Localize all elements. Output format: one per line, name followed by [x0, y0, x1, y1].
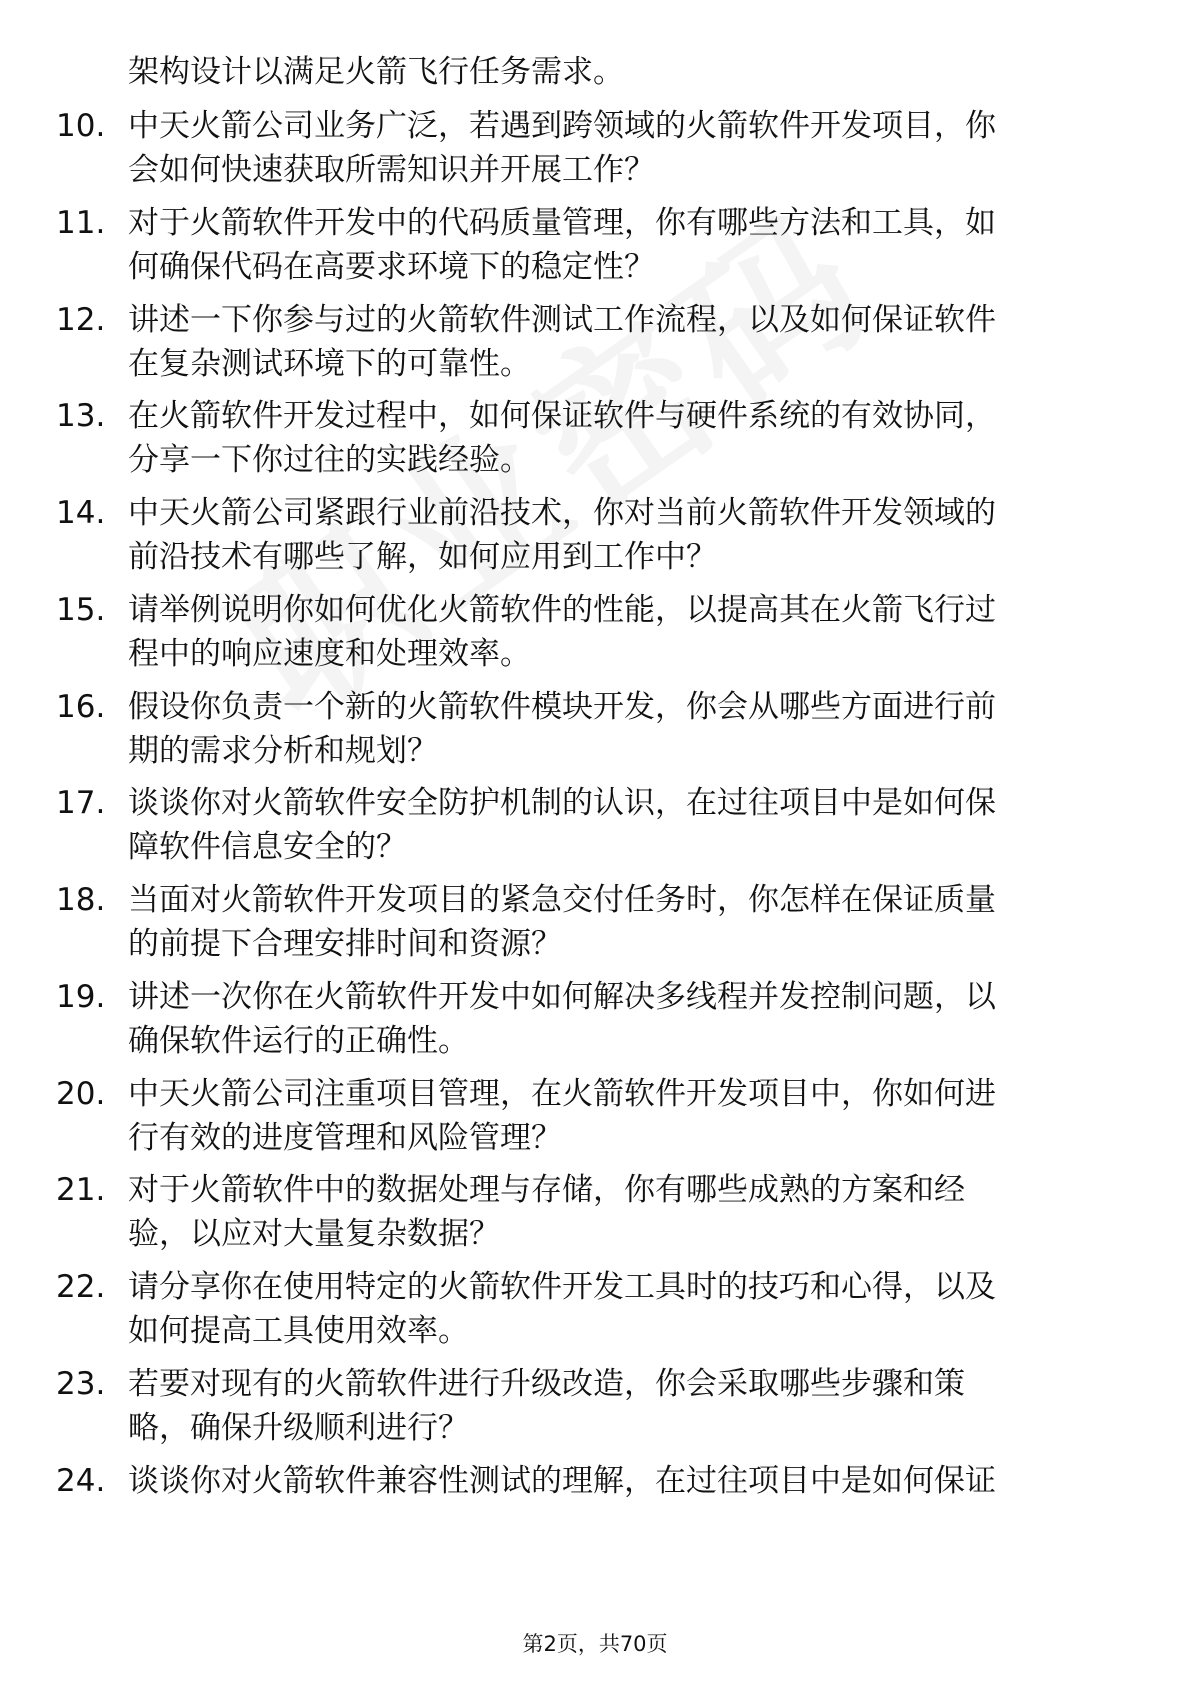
- question-number: 11.: [56, 204, 106, 241]
- question-number: 14.: [56, 495, 106, 531]
- question-text: 谈谈你对火箭软件兼容性测试的理解，在过往项目中是如何保证: [128, 1462, 996, 1499]
- question-text: 假设你负责一个新的火箭软件模块开发，你会从哪些方面进行前 期的需求分析和规划？: [128, 688, 996, 769]
- question-text: 请分享你在使用特定的火箭软件开发工具时的技巧和心得，以及 如何提高工具使用效率。: [128, 1269, 996, 1349]
- question-item: [0, 394, 1190, 485]
- question-number: 21.: [56, 1172, 106, 1209]
- question-item: [0, 1265, 1190, 1356]
- question-item: [0, 685, 1190, 776]
- question-text: 请举例说明你如何优化火箭软件的性能，以提高其在火箭飞行过 程中的响应速度和处理效率。: [128, 591, 996, 672]
- question-number: 17.: [56, 785, 106, 822]
- question-item: [0, 781, 1190, 872]
- question-item: [0, 1459, 1190, 1550]
- question-text: 讲述一次你在火箭软件开发中如何解决多线程并发控制问题，以 确保软件运行的正确性。: [128, 978, 996, 1059]
- question-text: 对于火箭软件中的数据处理与存储，你有哪些成熟的方案和经 验，以应对大量复杂数据？: [128, 1172, 965, 1253]
- question-number: 20.: [56, 1075, 106, 1112]
- question-item: [0, 588, 1190, 679]
- question-text: 谈谈你对火箭软件安全防护机制的认识，在过往项目中是如何保 障软件信息安全的？: [128, 785, 996, 866]
- question-item: [0, 878, 1190, 969]
- question-item: [0, 975, 1190, 1066]
- question-item: [0, 1362, 1190, 1453]
- question-text: 当面对火箭软件开发项目的紧急交付任务时，你怎样在保证质量 的前提下合理安排时间和资源？: [128, 882, 996, 962]
- question-number: 12.: [56, 301, 106, 338]
- question-text: 中天火箭公司紧跟行业前沿技术，你对当前火箭软件开发领域的 前沿技术有哪些了解，如何应用到工作中？: [128, 495, 996, 575]
- page-footer: 第2页，共70页: [522, 1632, 668, 1656]
- question-number: 24.: [56, 1462, 106, 1499]
- question-text: 讲述一下你参与过的火箭软件测试工作流程，以及如何保证软件 在复杂测试环境下的可靠性。: [128, 301, 996, 382]
- question-text: 中天火箭公司注重项目管理，在火箭软件开发项目中，你如何进 行有效的进度管理和风险管理？: [128, 1075, 996, 1156]
- question-item: [0, 491, 1190, 582]
- question-number: 19.: [56, 978, 106, 1015]
- question-item: [0, 1072, 1190, 1163]
- question-text: 在火箭软件开发过程中，如何保证软件与硬件系统的有效协同， 分享一下你过往的实践经验。: [128, 398, 996, 479]
- question-number: 18.: [56, 882, 106, 918]
- question-item: [0, 1168, 1190, 1259]
- question-text: 对于火箭软件开发中的代码质量管理，你有哪些方法和工具，如 何确保代码在高要求环境下的稳定性？: [128, 204, 996, 285]
- question-number: 10.: [56, 108, 106, 144]
- question-item: [0, 201, 1190, 292]
- question-number: 13.: [56, 398, 106, 435]
- question-number: 16.: [56, 688, 106, 725]
- question-list: [0, 104, 1190, 1555]
- question-text: 中天火箭公司业务广泛，若遇到跨领域的火箭软件开发项目，你 会如何快速获取所需知识并开展工作？: [128, 108, 996, 188]
- question-text: 若要对现有的火箭软件进行升级改造，你会采取哪些步骤和策 略，确保升级顺利进行？: [128, 1365, 965, 1446]
- continuation-text: 架构设计以满足火箭飞行任务需求。: [128, 54, 624, 90]
- question-number: 15.: [56, 591, 106, 628]
- question-item: [0, 298, 1190, 389]
- question-item: [0, 104, 1190, 195]
- question-number: 22.: [56, 1269, 106, 1305]
- question-number: 23.: [56, 1365, 106, 1402]
